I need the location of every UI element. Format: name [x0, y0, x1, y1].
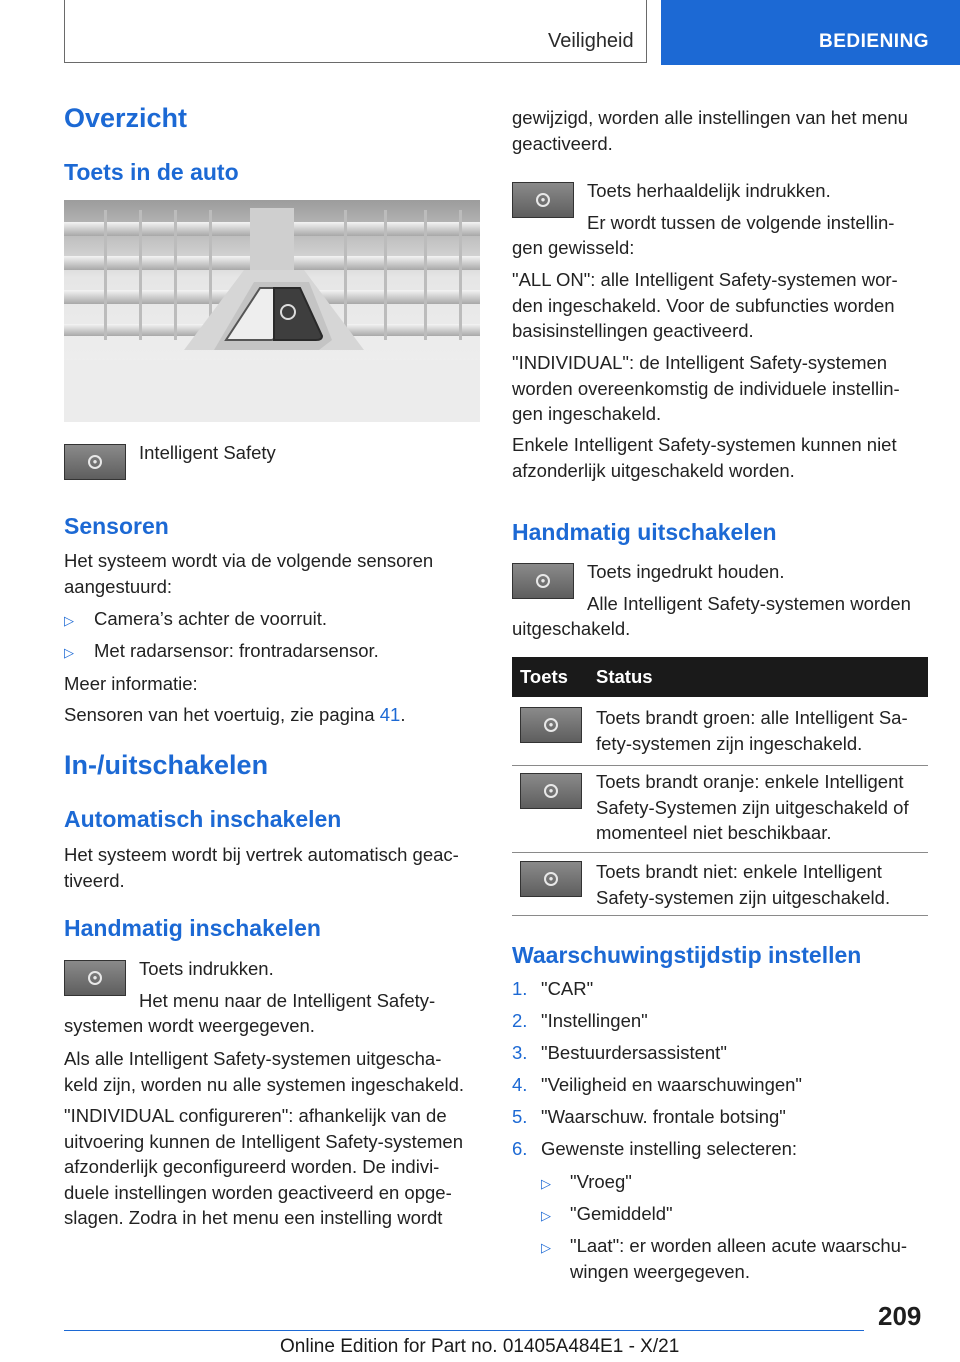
inschakelen-paragraph-2: Als alle Intelligent Safety-systemen uitgescha- keld zijn, worden nu alle systemen ingeschakeld. [64, 1048, 465, 1095]
page-link-41[interactable]: 41 [379, 704, 401, 725]
heading-sensoren: Sensoren [64, 513, 169, 539]
intelligent-safety-key [64, 444, 126, 480]
step-number: 4. [512, 1074, 528, 1095]
triangle-right-icon: ▷ [541, 1240, 551, 1255]
page-number: 209 [878, 1301, 922, 1331]
meer-informatie: Meer informatie: [64, 673, 198, 694]
car-button-illustration [64, 200, 480, 422]
intelligent-safety-label: Intelligent Safety [139, 442, 276, 463]
heading-handmatig-uitschakelen: Handmatig uitschakelen [512, 519, 777, 545]
triangle-right-icon: ▷ [64, 613, 74, 628]
all-on-paragraph: "ALL ON": alle Intelligent Safety-systemen wor- den ingeschakeld. Voor de subfuncties worden basisinstellingen geactiveerd. [512, 269, 898, 341]
step-selecteren: Gewenste instelling selecteren: [541, 1138, 798, 1159]
table-divider [512, 765, 928, 766]
heading-overzicht: Overzicht [64, 103, 188, 133]
footer-divider [64, 1330, 864, 1331]
sub-bullet [541, 1233, 551, 1261]
table-row-oranje: Toets brandt oranje: enkele Intelligent Safety-Systemen zijn uitgeschakeld of momenteel niet beschikbaar. [596, 771, 909, 843]
sensoren-paragraph: Het systeem wordt via de volgende sensoren aangestuurd: [64, 550, 434, 597]
intelligent-safety-key [512, 182, 574, 218]
sub-bullet [541, 1169, 551, 1197]
inschakelen-paragraph-3: "INDIVIDUAL configureren": afhankelijk van de uitvoering kunnen de Intelligent Safety-systemen afzonderlijk geconfigureerd worden. De indivi- duele instellingen worden geactiveerd en opge- slagen. Zodra in het menu een instelling wordt [64, 1105, 464, 1228]
heading-waarschuwingstijdstip: Waarschuwingstijdstip instellen [512, 942, 862, 968]
intelligent-safety-icon: ● [88, 971, 102, 985]
intelligent-safety-key [64, 960, 126, 996]
intelligent-safety-icon: ● [88, 455, 102, 469]
triangle-right-icon: ▷ [541, 1176, 551, 1191]
repeat-line: Er wordt tussen de volgende instellin- [587, 212, 895, 233]
enkele-paragraph: Enkele Intelligent Safety-systemen kunnen niet afzonderlijk uitgeschakeld worden. [512, 434, 897, 481]
heading-automatisch-inschakelen: Automatisch inschakelen [64, 806, 342, 832]
step-number: 5. [512, 1106, 528, 1127]
bullet-camera [64, 606, 74, 634]
uitschakelen-line2: uitgeschakeld. [512, 618, 631, 639]
table-divider [512, 852, 928, 853]
sensor-item-radar: Met radarsensor: frontradarsensor. [94, 640, 379, 661]
uitschakelen-step: Toets ingedrukt houden. [587, 561, 785, 582]
option-laat: "Laat": er worden alleen acute waarschu- wingen weergegeven. [570, 1235, 908, 1282]
step-waarschuw: "Waarschuw. frontale botsing" [541, 1106, 786, 1127]
intelligent-safety-key-oranje [520, 773, 582, 809]
table-row-groen: Toets brandt groen: alle Intelligent Sa- fety-systemen zijn ingeschakeld. [596, 707, 908, 754]
step-number: 2. [512, 1010, 528, 1031]
heading-handmatig-inschakelen: Handmatig inschakelen [64, 915, 321, 941]
triangle-right-icon: ▷ [64, 645, 74, 660]
repeat-line2: gen gewisseld: [512, 237, 635, 258]
automatisch-paragraph: Het systeem wordt bij vertrek automatisch geac- tiveerd. [64, 844, 459, 891]
step-instellingen: "Instellingen" [541, 1010, 648, 1031]
step-bestuurdersassistent: "Bestuurdersassistent" [541, 1042, 727, 1063]
table-divider [512, 915, 928, 916]
status-table-header [512, 657, 928, 697]
heading-toets-in-de-auto: Toets in de auto [64, 159, 239, 185]
table-header-toets: Toets [520, 666, 568, 687]
heading-in-uitschakelen: In-/uitschakelen [64, 750, 269, 780]
continued-paragraph: gewijzigd, worden alle instellingen van het menu geactiveerd. [512, 107, 908, 154]
intelligent-safety-icon: ● [544, 872, 558, 886]
triangle-right-icon: ▷ [541, 1208, 551, 1223]
option-vroeg: "Vroeg" [570, 1171, 632, 1192]
cross-reference [64, 702, 405, 728]
sensor-item-camera: Camera’s achter de voorruit. [94, 608, 328, 629]
intelligent-safety-icon: ● [544, 718, 558, 732]
inschakelen-step: Toets indrukken. [139, 958, 274, 979]
step-number: 6. [512, 1138, 528, 1159]
header-tab-bediening[interactable]: BEDIENING [661, 0, 960, 65]
step-veiligheid: "Veiligheid en waarschuwingen" [541, 1074, 802, 1095]
intelligent-safety-icon: ● [536, 574, 550, 588]
individual-paragraph: "INDIVIDUAL": de Intelligent Safety-systemen worden overeenkomstig de individuele instellin- gen ingeschakeld. [512, 352, 900, 424]
bullet-radar [64, 638, 74, 666]
intelligent-safety-icon: ● [536, 193, 550, 207]
cross-reference-end: . [400, 704, 406, 725]
inschakelen-menu-line2: systemen wordt weergegeven. [64, 1015, 315, 1036]
header-section-title: Veiligheid [548, 30, 634, 52]
intelligent-safety-key-uit [520, 861, 582, 897]
step-number: 3. [512, 1042, 528, 1063]
table-header-status: Status [596, 666, 653, 687]
step-number: 1. [512, 978, 528, 999]
intelligent-safety-icon: ● [544, 784, 558, 798]
step-car: "CAR" [541, 978, 594, 999]
inschakelen-menu-line: Het menu naar de Intelligent Safety- [139, 990, 436, 1011]
intelligent-safety-key-green [520, 707, 582, 743]
uitschakelen-line: Alle Intelligent Safety-systemen worden [587, 593, 911, 614]
cross-reference-text: Sensoren van het voertuig, zie pagina [64, 704, 380, 725]
footer-edition: Online Edition for Part no. 01405A484E1 - X/21 [280, 1336, 680, 1357]
option-gemiddeld: "Gemiddeld" [570, 1203, 673, 1224]
intelligent-safety-key [512, 563, 574, 599]
table-row-niet: Toets brandt niet: enkele Intelligent Safety-systemen zijn uitgeschakeld. [596, 861, 891, 908]
repeat-step: Toets herhaaldelijk indrukken. [587, 180, 831, 201]
sub-bullet [541, 1201, 551, 1229]
